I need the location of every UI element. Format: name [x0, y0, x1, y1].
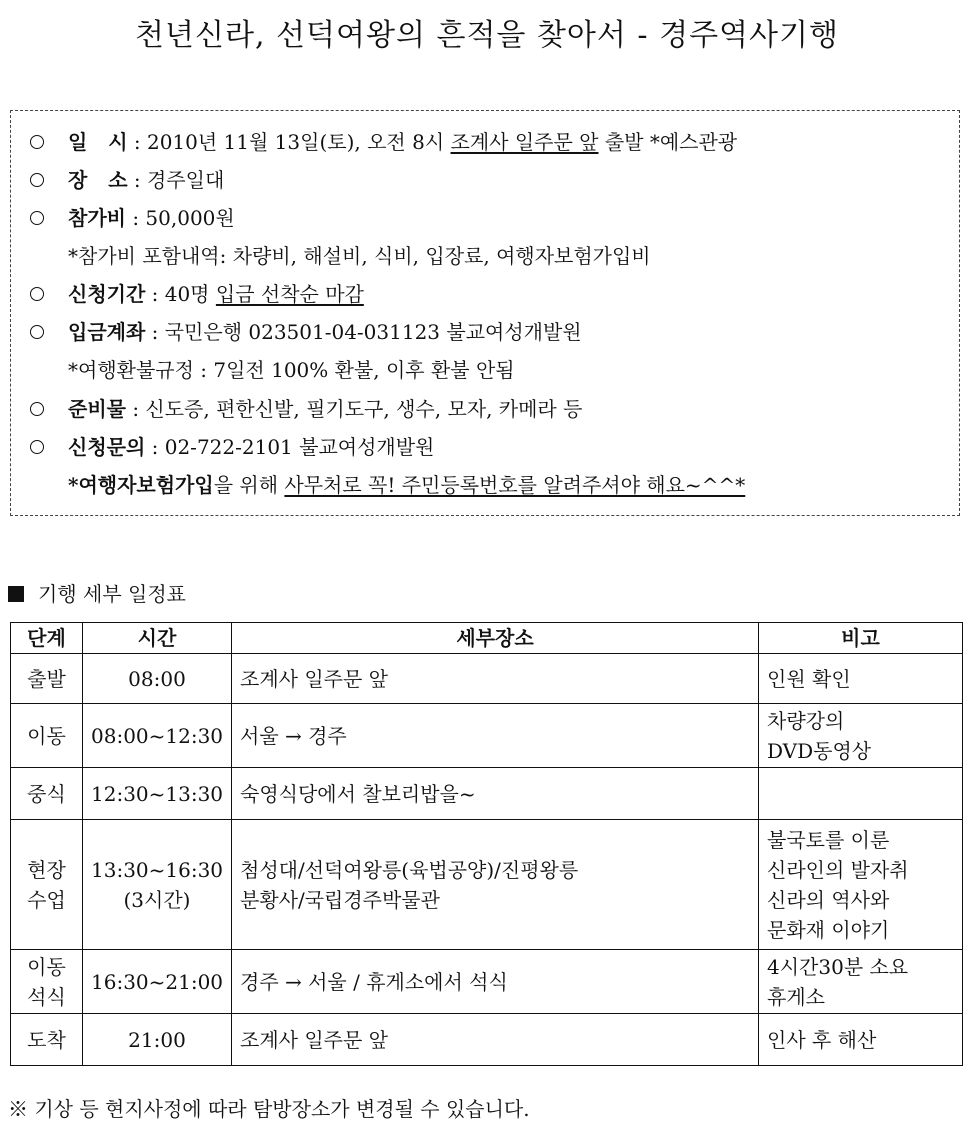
cell-line: 휴게소	[767, 984, 825, 1009]
circle-bullet-icon	[30, 173, 44, 187]
cell-line: 인사 후 해산	[767, 1027, 877, 1052]
cell-note	[759, 950, 963, 1014]
cell-note	[759, 704, 963, 768]
circle-bullet-icon	[30, 402, 44, 416]
cell-line: 신라의 역사와	[767, 887, 890, 912]
cell-line: 석식	[27, 984, 66, 1009]
info-account	[30, 316, 582, 348]
cell-line: 수업	[27, 887, 66, 912]
circle-bullet-icon	[30, 440, 44, 454]
info-tail: 출발 *예스관광	[598, 130, 738, 154]
cell-stage	[11, 704, 83, 768]
page-title: 천년신라, 선덕여왕의 흔적을 찾아서 - 경주역사기행	[135, 18, 839, 53]
meeting-place: 조계사 일주문 앞	[450, 130, 599, 154]
info-label: 참가비	[68, 206, 126, 230]
info-sep: :	[125, 397, 146, 421]
section-title-text: 기행 세부 일정표	[38, 582, 186, 606]
cell-line: 중식	[27, 781, 66, 806]
cell-line: 조계사 일주문 앞	[240, 1027, 388, 1052]
cell-line: 인원 확인	[767, 666, 851, 691]
insurance-note	[68, 469, 745, 501]
cell-line: 4시간30분 소요	[767, 954, 909, 979]
schedule-table	[10, 622, 963, 1066]
cell-line: 숙영식당에서 찰보리밥을~	[240, 781, 476, 806]
cell-note	[759, 654, 963, 704]
circle-bullet-icon	[30, 211, 44, 225]
cell-line: 분황사/국립경주박물관	[240, 887, 440, 912]
fee-note: *참가비 포함내역: 차량비, 해설비, 식비, 입장료, 여행자보험가입비	[68, 244, 651, 268]
cell-line: 출발	[27, 666, 66, 691]
table-row	[11, 1014, 963, 1066]
cell-time	[83, 820, 232, 950]
cell-place	[232, 1014, 759, 1066]
header-place: 세부장소	[232, 623, 759, 654]
cell-note	[759, 768, 963, 820]
cell-place	[232, 654, 759, 704]
cell-note	[759, 820, 963, 950]
cell-line: 이동	[27, 723, 66, 748]
cell-time	[83, 1014, 232, 1066]
cell-line: 이동	[27, 954, 66, 979]
info-location	[30, 164, 224, 196]
cell-line: 08:00~12:30	[91, 723, 224, 748]
cell-line: 서울 → 경주	[240, 723, 347, 748]
cell-line: 13:30~16:30	[91, 857, 224, 882]
info-sep: :	[125, 206, 146, 230]
info-sep: :	[127, 130, 147, 154]
cell-line: 현장	[27, 857, 66, 882]
circle-bullet-icon	[30, 325, 44, 339]
cell-line: 불국토를 이룬	[767, 827, 890, 852]
cell-stage	[11, 1014, 83, 1066]
table-header-row	[11, 623, 963, 654]
schedule-section-title	[8, 578, 186, 607]
info-sep: :	[145, 435, 165, 459]
header-stage: 단계	[11, 623, 83, 654]
square-bullet-icon	[8, 586, 24, 602]
circle-bullet-icon	[30, 287, 44, 301]
info-value: 2010년 11월 13일(토), 오전 8시	[146, 130, 451, 154]
info-contact	[30, 431, 434, 463]
cell-line: 21:00	[128, 1027, 186, 1052]
cell-stage	[11, 820, 83, 950]
insurance-note-mid: 을 위해	[213, 473, 285, 497]
table-row	[11, 950, 963, 1014]
table-row	[11, 654, 963, 704]
info-value: 국민은행 023501-04-031123 불교여성개발원	[164, 320, 582, 344]
cell-stage	[11, 950, 83, 1014]
cell-time	[83, 768, 232, 820]
header-note: 비고	[759, 623, 963, 654]
cell-line: 도착	[27, 1027, 66, 1052]
info-sep: :	[145, 320, 165, 344]
info-value: 02-722-2101 불교여성개발원	[164, 435, 435, 459]
cell-line: 12:30~13:30	[91, 781, 224, 806]
insurance-note-underlined: 사무처로 꼭! 주민등록번호를 알려주셔야 해요~^^*	[284, 473, 746, 497]
cell-stage	[11, 654, 83, 704]
circle-bullet-icon	[30, 135, 44, 149]
info-label: 신청문의	[68, 435, 146, 459]
cell-line: 문화재 이야기	[767, 917, 890, 942]
cell-line: 조계사 일주문 앞	[240, 666, 388, 691]
refund-note: *여행환불규정 : 7일전 100% 환불, 이후 환불 안됨	[68, 358, 515, 382]
cell-stage	[11, 768, 83, 820]
info-value: 경주일대	[146, 168, 225, 192]
cell-time	[83, 704, 232, 768]
info-date	[30, 126, 737, 158]
header-time: 시간	[83, 623, 232, 654]
info-label: 일 시	[68, 130, 128, 154]
cell-line: 경주 → 서울 / 휴게소에서 석식	[240, 969, 508, 994]
deadline-text: 입금 선착순 마감	[215, 282, 364, 306]
cell-line: 신라인의 발자취	[767, 857, 909, 882]
info-prep	[30, 393, 582, 425]
cell-line: 차량강의	[767, 708, 845, 733]
cell-place	[232, 820, 759, 950]
cell-note	[759, 1014, 963, 1066]
info-label: 준비물	[68, 397, 126, 421]
info-value: 40명	[164, 282, 216, 306]
cell-line: DVD동영상	[767, 738, 872, 763]
info-label: 장 소	[68, 168, 128, 192]
cell-line: 첨성대/선덕여왕릉(육법공양)/진평왕릉	[240, 857, 579, 882]
cell-line: (3시간)	[123, 887, 191, 912]
info-value: 50,000원	[145, 206, 235, 230]
cell-time	[83, 654, 232, 704]
table-row	[11, 704, 963, 768]
info-fee	[30, 202, 235, 234]
info-sep: :	[145, 282, 165, 306]
info-sep: :	[127, 168, 147, 192]
footer-note: ※ 기상 등 현지사정에 따라 탐방장소가 변경될 수 있습니다.	[8, 1097, 530, 1121]
insurance-note-bold: *여행자보험가입	[68, 473, 214, 497]
cell-place	[232, 768, 759, 820]
info-label: 입금계좌	[68, 320, 146, 344]
table-row	[11, 820, 963, 950]
info-period	[30, 278, 364, 310]
cell-line: 08:00	[128, 666, 186, 691]
table-row	[11, 768, 963, 820]
cell-place	[232, 950, 759, 1014]
cell-time	[83, 950, 232, 1014]
cell-line: 16:30~21:00	[91, 969, 224, 994]
info-value: 신도증, 편한신발, 필기도구, 생수, 모자, 카메라 등	[145, 397, 583, 421]
cell-place	[232, 704, 759, 768]
info-label: 신청기간	[68, 282, 146, 306]
